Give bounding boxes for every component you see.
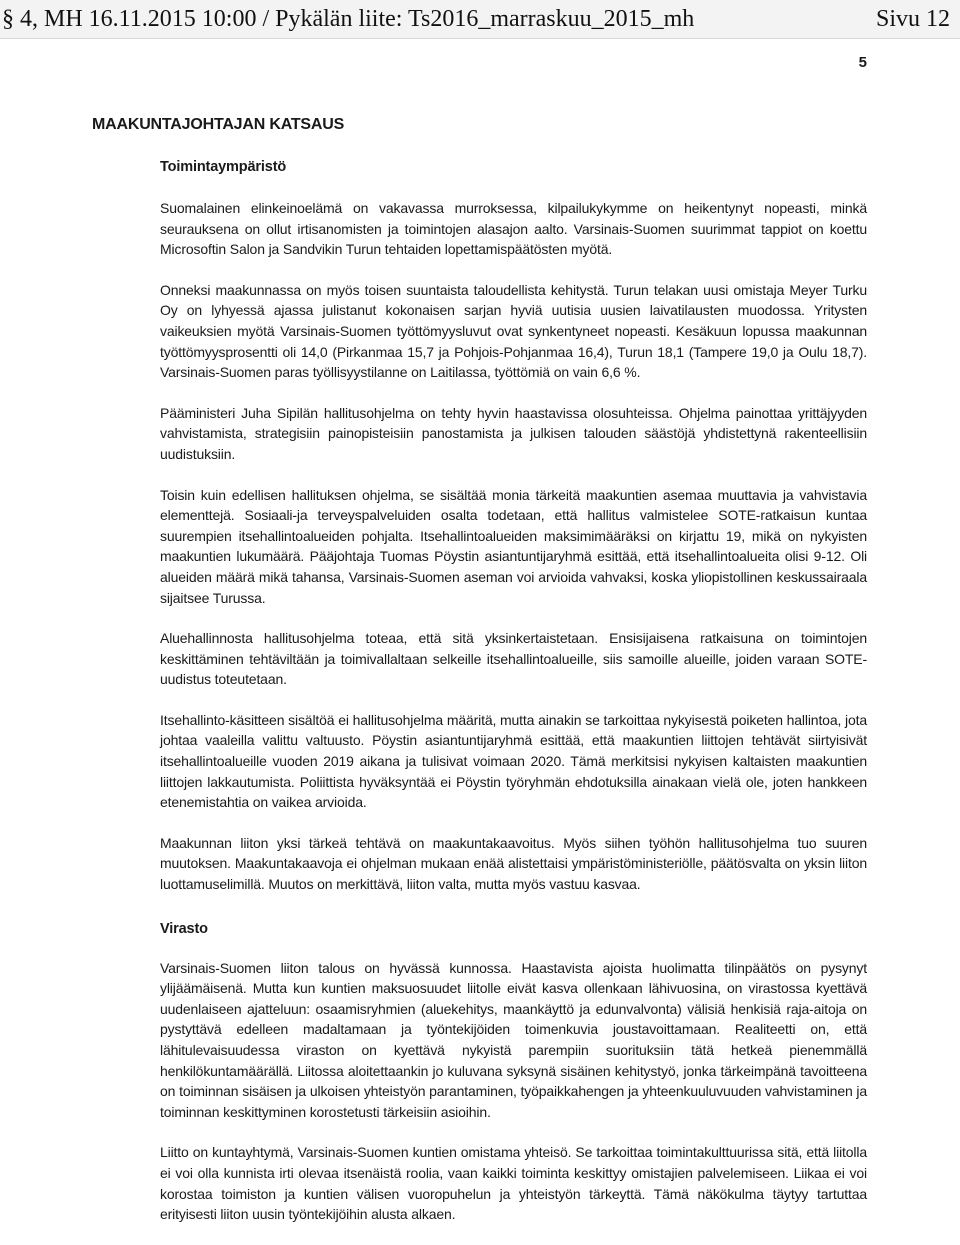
- document-body: [160, 157, 867, 1245]
- banner-page-label: Sivu 12: [875, 6, 950, 32]
- banner-title: § 4, MH 16.11.2015 10:00 / Pykälän liite: Ts2016_marraskuu_2015_mh: [2, 6, 695, 32]
- paragraph: Maakunnan liiton yksi tärkeä tehtävä on maakuntakaavoitus. Myös siihen työhön hallitusohjelma tuo suuren muutoksen. Maakuntakaavoja ei ohjelman mukaan enää alistettaisi ympäristöministeriölle, päätösvalta on yksin liiton luottamuselimillä. Muutos on merkittävä, liiton valta, mutta myös vastuu kasvaa.: [160, 834, 867, 893]
- section-heading-toimintaymparisto: Toimintaympäristö: [160, 159, 287, 175]
- paragraph: Itsehallinto-käsitteen sisältöä ei hallitusohjelma määritä, mutta ainakin se tarkoittaa nykyisestä poiketen hallintoa, jota johtaa vaaleilla valittu valtuusto. Pöystin asiantuntijaryhmä esittää, että maakuntien liittojen tehtävät siirtyisivät itsehallintoalueille vuoden 2019 aikana ja tulisivat voimaan 2020. Tämä merkitsisi nykyisen kaltaisten maakuntien liittojen lakkautumista. Poliittista hyväksyntää ei Pöystin työryhmän ehdotuksilla ainakaan vielä ole, joten hankkeen etenemistahtia on vaikea arvioida.: [160, 711, 867, 811]
- document-header-banner: [0, 0, 960, 39]
- page-title: MAAKUNTAJOHTAJAN KATSAUS: [92, 116, 345, 133]
- paragraph: Aluehallinnosta hallitusohjelma toteaa, että sitä yksinkertaistetaan. Ensisijaisena ratkaisuna on toimintojen keskittäminen tehtäviltään ja toimivallaltaan selkeille itsehallintoalueille, siis samoille alueille, joiden varaan SOTE-uudistus toteutetaan.: [160, 630, 867, 688]
- paragraph: Toisin kuin edellisen hallituksen ohjelma, se sisältää monia tärkeitä maakuntien asemaa muuttavia ja vahvistavia elementtejä. Sosiaali-ja terveyspalveluiden osalta todetaan, että hallitus valmistelee SOTE-ratkaisun kuntaa suurempien itsehallintoalueiden pohjalta. Itsehallintoalueiden maksimimääräksi on kirjattu 19, mikä on nykyisten maakuntien lukumäärä. Pääjohtaja Tuomas Pöystin asiantuntijaryhmä esittää, että itsehallintoalueita olisi 9-12. Oli alueiden määrä mikä tahansa, Varsinais-Suomen aseman voi arvioida vahvaksi, koska yliopistollinen keskussairaala sijaitsee Turussa.: [160, 486, 867, 606]
- paragraph: Liitto on kuntayhtymä, Varsinais-Suomen kuntien omistama yhteisö. Se tarkoittaa toimintakulttuurissa sitä, että liitolla ei voi olla kunnista irti olevaa itsenäistä roolia, vaan kaikki toiminta keskittyy omistajien palvelemiseen. Liikaa ei voi korostaa toimiston ja kuntien välisen vuoropuhelun ja yhteistyön tärkeyttä. Tämä näkökulma täytyy tartuttaa erityisesti liiton uusin työntekijöihin alusta alkaen.: [160, 1144, 867, 1223]
- paragraph: Varsinais-Suomen liiton talous on hyvässä kunnossa. Haastavista ajoista huolimatta tilinpäätös on pysynyt ylijäämäisenä. Mutta kun kuntien maksuosuudet liitolle eivät kasva ollenkaan lähivuosina, on virastossa kyettävä uudenlaiseen ajatteluun: osaamisryhmien (aluekehitys, maankäyttö ja edunvalvonta) välisiä henkisiä raja-aitoja on pystyttävä edelleen madaltamaan ja työntekijöiden toimenkuvia joustavoittamaan. Realiteetti on, että lähitulevaisuudessa viraston on kyettävä nykyistä parempiin suorituksiin tätä hetkeä pienemmällä henkilökuntamäärällä. Liitossa aloitettaankin jo kuluvana syksynä sisäinen kehitystyö, jonka tärkeimpänä tavoitteena on toiminnan sisäisen ja ulkoisen yhteistyön parantaminen, työpaikkahengen ja yhteenkuuluvuuden vahvistaminen ja toiminnan keskittyminen korostetusti tärkeisiin asioihin.: [160, 959, 867, 1120]
- paragraph: Pääministeri Juha Sipilän hallitusohjelma on tehty hyvin haastavissa olosuhteissa. Ohjelma painottaa yrittäjyyden vahvistamista, strategisiin painopisteisiin panostamista ja julkisen talouden säästöjä yhdistettynä rakenteellisiin uudistuksiin.: [160, 404, 867, 462]
- paragraph: Suomalainen elinkeinoelämä on vakavassa murroksessa, kilpailukykymme on heikentynyt nopeasti, minkä seurauksena on ollut irtisanomisten ja toimintojen alasajon aalto. Varsinais-Suomen suurimmat tappiot on koettu Microsoftin Salon ja Sandvikin Turun tehtaiden lopettamispäätösten myötä.: [160, 200, 867, 258]
- page-number: 5: [858, 54, 867, 71]
- paragraph: Onneksi maakunnassa on myös toisen suuntaista taloudellista kehitystä. Turun telakan uusi omistaja Meyer Turku Oy on lyhyessä ajassa julistanut kokonaisen sarjan hyviä uutisia uusien laivatilausten muodossa. Yritysten vaikeuksien myötä Varsinais-Suomen työttömyysluvut ovat synkentyneet nopeasti. Kesäkuun lopussa maakunnan työttömyysprosentti oli 14,0 (Pirkanmaa 15,7 ja Pohjois-Pohjanmaa 16,4), Turun 18,1 (Tampere 19,0 ja Oulu 18,7). Varsinais-Suomen paras työllisyystilanne on Laitilassa, työttömiä on vain 6,6 %.: [160, 281, 867, 381]
- section-heading-virasto: Virasto: [160, 920, 208, 937]
